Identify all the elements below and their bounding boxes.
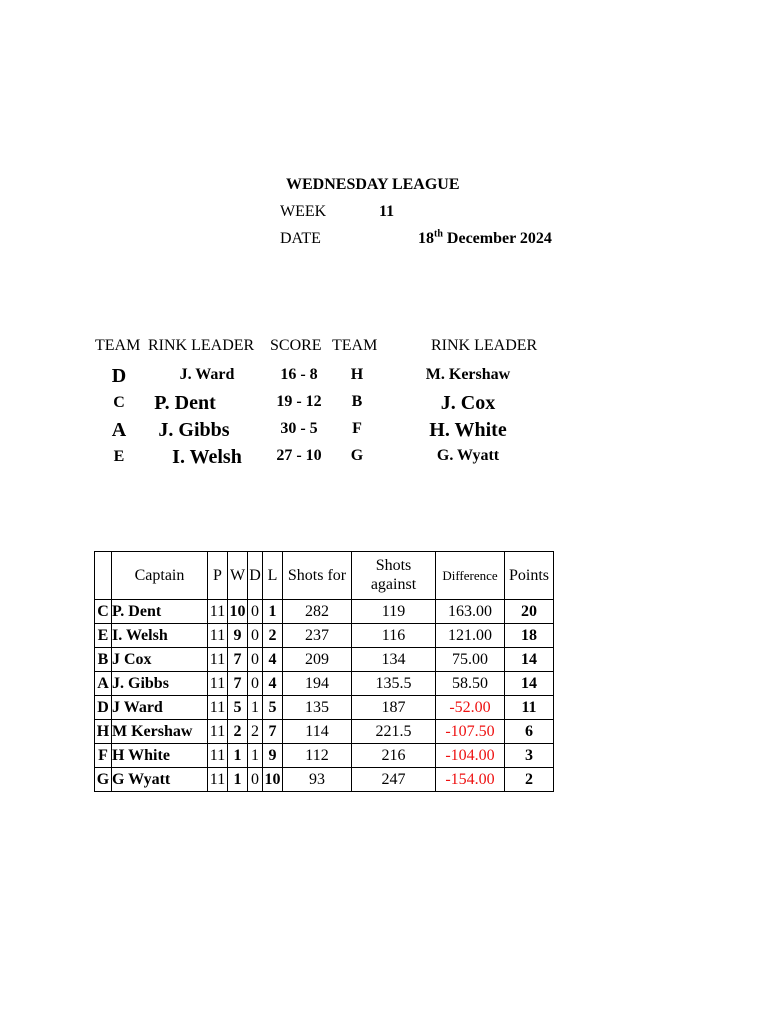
cell-won: 10	[228, 600, 248, 624]
cell-team: A	[95, 672, 112, 696]
cell-captain: P. Dent	[112, 600, 208, 624]
cell-difference: -104.00	[436, 744, 505, 768]
results-score: 30 - 5	[280, 420, 318, 437]
cell-played: 11	[208, 672, 228, 696]
cell-points: 3	[505, 744, 554, 768]
table-body	[95, 600, 554, 792]
cell-played: 11	[208, 720, 228, 744]
cell-won: 7	[228, 648, 248, 672]
results-team2: G	[350, 447, 364, 464]
cell-lost: 1	[263, 600, 283, 624]
cell-difference: -107.50	[436, 720, 505, 744]
cell-lost: 5	[263, 696, 283, 720]
results-score: 19 - 12	[276, 393, 322, 410]
cell-captain: J Ward	[112, 696, 208, 720]
results-score: 27 - 10	[276, 447, 322, 464]
date-rest: December 2024	[446, 230, 552, 247]
league-table	[94, 551, 554, 792]
results-header-rink-leader: RINK LEADER	[148, 337, 255, 354]
cell-points: 20	[505, 600, 554, 624]
cell-won: 9	[228, 624, 248, 648]
results-team2: B	[351, 393, 363, 410]
results-header-rink-leader2: RINK LEADER	[431, 337, 538, 354]
cell-points: 14	[505, 672, 554, 696]
results-leader2: J. Cox	[440, 392, 496, 414]
week-label: WEEK	[280, 203, 327, 220]
cell-points: 2	[505, 768, 554, 792]
cell-played: 11	[208, 696, 228, 720]
results-team2: F	[352, 420, 362, 437]
cell-shots-for: 237	[283, 624, 352, 648]
cell-shots-against: 116	[352, 624, 436, 648]
cell-points: 18	[505, 624, 554, 648]
table-row	[95, 720, 554, 744]
table-header-row	[95, 552, 554, 600]
cell-points: 11	[505, 696, 554, 720]
cell-played: 11	[208, 744, 228, 768]
results-team: A	[111, 419, 127, 441]
cell-captain: H White	[112, 744, 208, 768]
header-lost: L	[263, 552, 283, 600]
cell-won: 2	[228, 720, 248, 744]
table-row	[95, 600, 554, 624]
cell-drawn: 0	[248, 768, 263, 792]
results-leader: I. Welsh	[172, 446, 242, 468]
cell-won: 5	[228, 696, 248, 720]
cell-points: 14	[505, 648, 554, 672]
cell-difference: 75.00	[436, 648, 505, 672]
cell-won: 1	[228, 744, 248, 768]
header-difference: Difference	[436, 552, 505, 600]
table-row	[95, 744, 554, 768]
cell-shots-against: 247	[352, 768, 436, 792]
cell-drawn: 1	[248, 696, 263, 720]
header-shots-for: Shots for	[283, 552, 352, 600]
cell-lost: 9	[263, 744, 283, 768]
cell-drawn: 2	[248, 720, 263, 744]
results-leader: J. Gibbs	[158, 419, 230, 441]
league-title: WEDNESDAY LEAGUE	[286, 176, 460, 193]
table-row	[95, 672, 554, 696]
cell-shots-against: 134	[352, 648, 436, 672]
date-suffix: th	[434, 228, 443, 240]
table-row	[95, 624, 554, 648]
results-leader: P. Dent	[154, 392, 216, 414]
cell-difference: 58.50	[436, 672, 505, 696]
cell-drawn: 1	[248, 744, 263, 768]
header-shots-against-line2: against	[370, 576, 417, 593]
cell-lost: 4	[263, 648, 283, 672]
cell-difference: 163.00	[436, 600, 505, 624]
cell-won: 7	[228, 672, 248, 696]
cell-difference: 121.00	[436, 624, 505, 648]
header-points: Points	[505, 552, 554, 600]
date-label: DATE	[280, 230, 321, 247]
cell-drawn: 0	[248, 600, 263, 624]
results-score: 16 - 8	[280, 366, 318, 383]
cell-shots-against: 221.5	[352, 720, 436, 744]
cell-team: F	[95, 744, 112, 768]
header-won: W	[228, 552, 248, 600]
header-played: P	[208, 552, 228, 600]
results-header-score: SCORE	[270, 337, 322, 354]
cell-shots-for: 114	[283, 720, 352, 744]
results-leader2: M. Kershaw	[425, 366, 511, 383]
header-shots-against	[352, 552, 436, 600]
cell-drawn: 0	[248, 672, 263, 696]
results-header-team: TEAM	[95, 337, 141, 354]
cell-difference: -154.00	[436, 768, 505, 792]
table-row	[95, 648, 554, 672]
cell-won: 1	[228, 768, 248, 792]
results-leader2: H. White	[429, 419, 507, 441]
cell-team: H	[95, 720, 112, 744]
cell-shots-for: 194	[283, 672, 352, 696]
results-team: D	[111, 365, 127, 387]
table-row	[95, 696, 554, 720]
cell-team: B	[95, 648, 112, 672]
cell-shots-for: 282	[283, 600, 352, 624]
cell-shots-against: 135.5	[352, 672, 436, 696]
cell-drawn: 0	[248, 624, 263, 648]
cell-shots-for: 135	[283, 696, 352, 720]
cell-lost: 2	[263, 624, 283, 648]
results-header-team2: TEAM	[332, 337, 378, 354]
cell-lost: 7	[263, 720, 283, 744]
cell-team: E	[95, 624, 112, 648]
header-captain: Captain	[112, 552, 208, 600]
cell-points: 6	[505, 720, 554, 744]
cell-captain: G Wyatt	[112, 768, 208, 792]
results-leader2: G. Wyatt	[436, 447, 500, 464]
results-leader: J. Ward	[179, 366, 235, 383]
cell-shots-against: 187	[352, 696, 436, 720]
cell-shots-for: 209	[283, 648, 352, 672]
header-drawn: D	[248, 552, 263, 600]
results-team: C	[113, 394, 125, 411]
table-row	[95, 768, 554, 792]
header-shots-against-line1: Shots	[375, 557, 412, 574]
cell-team: D	[95, 696, 112, 720]
cell-played: 11	[208, 648, 228, 672]
cell-shots-against: 216	[352, 744, 436, 768]
header-team-cell	[95, 552, 112, 600]
cell-difference: -52.00	[436, 696, 505, 720]
date-value	[418, 228, 552, 247]
cell-lost: 10	[263, 768, 283, 792]
cell-played: 11	[208, 600, 228, 624]
cell-shots-for: 112	[283, 744, 352, 768]
cell-played: 11	[208, 624, 228, 648]
cell-shots-against: 119	[352, 600, 436, 624]
cell-captain: I. Welsh	[112, 624, 208, 648]
cell-captain: M Kershaw	[112, 720, 208, 744]
results-team: E	[113, 448, 125, 465]
cell-shots-for: 93	[283, 768, 352, 792]
week-value: 11	[379, 203, 395, 220]
cell-team: C	[95, 600, 112, 624]
cell-captain: J Cox	[112, 648, 208, 672]
cell-lost: 4	[263, 672, 283, 696]
cell-team: G	[95, 768, 112, 792]
results-team2: H	[350, 366, 364, 383]
date-day: 18	[418, 230, 434, 247]
cell-played: 11	[208, 768, 228, 792]
cell-drawn: 0	[248, 648, 263, 672]
cell-captain: J. Gibbs	[112, 672, 208, 696]
